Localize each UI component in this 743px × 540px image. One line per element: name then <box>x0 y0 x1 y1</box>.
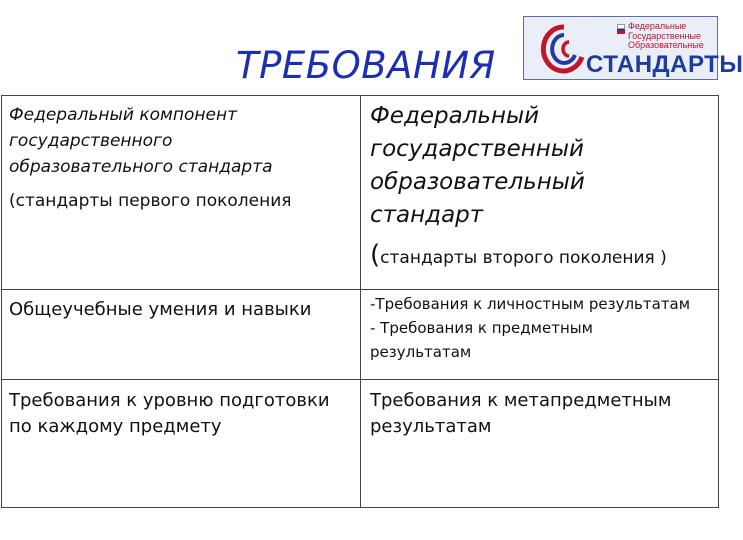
table-cell <box>361 290 719 380</box>
fgos-emblem-icon <box>542 23 586 75</box>
logo-main-text: СТАНДАРТЫ <box>586 51 743 78</box>
table-cell <box>2 380 361 508</box>
subject-results-text: - Требования к предметным <box>370 319 593 337</box>
second-gen-heading-line: стандарт <box>370 202 484 228</box>
fgos-logo <box>523 16 743 80</box>
second-gen-heading-line: Федеральный <box>370 103 540 129</box>
second-gen-heading-line: государственный <box>370 136 584 162</box>
personal-results-text: -Требования к личностным результатам <box>370 295 691 313</box>
first-gen-heading-line: государственного <box>9 131 173 151</box>
preparation-level-text-cont: по каждому предмету <box>9 416 222 437</box>
table-row <box>2 380 719 508</box>
first-gen-heading-line: Федеральный компонент <box>9 105 237 125</box>
second-gen-heading-line: образовательный <box>370 169 585 195</box>
general-skills-text: Общеучебные умения и навыки <box>9 299 312 320</box>
russian-flag-icon <box>617 24 625 32</box>
comparison-table <box>1 95 719 508</box>
page-title: ТРЕБОВАНИЯ <box>236 44 496 87</box>
metasubject-results-text-cont: результатам <box>370 416 492 437</box>
preparation-level-text: Требования к уровню подготовки <box>9 390 330 411</box>
table-row <box>2 290 719 380</box>
table-cell <box>2 96 361 290</box>
first-gen-heading-line: образовательного стандарта <box>9 157 273 177</box>
second-gen-note: (стандарты второго поколения ) <box>370 240 667 270</box>
first-gen-note: (стандарты первого поколения <box>9 191 292 211</box>
table-cell <box>2 290 361 380</box>
table-cell <box>361 96 719 290</box>
table-row <box>2 96 719 290</box>
logo-subtitle: Федеральные Государственные Образовательные <box>628 21 704 50</box>
subject-results-text-cont: результатам <box>370 343 472 361</box>
table-cell <box>361 380 719 508</box>
metasubject-results-text: Требования к метапредметным <box>370 390 672 411</box>
